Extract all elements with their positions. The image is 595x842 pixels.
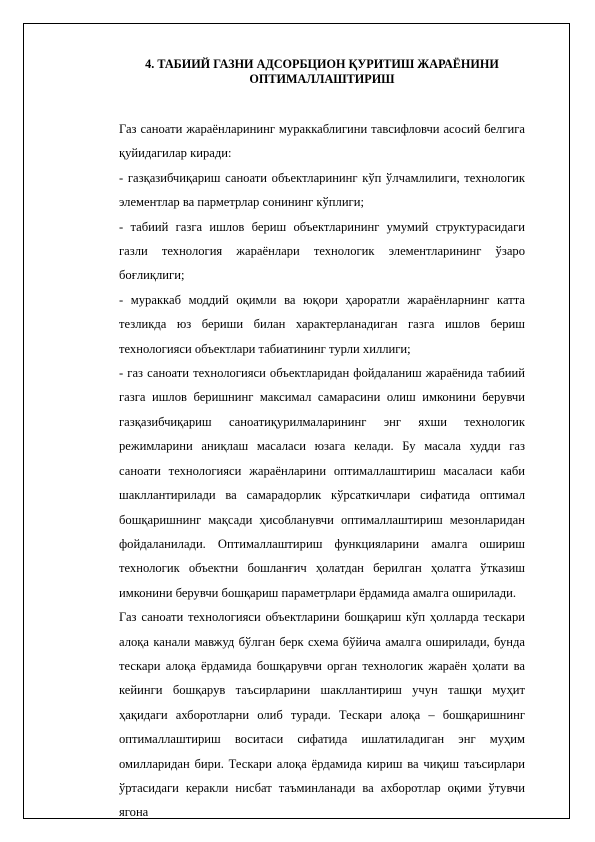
paragraph-item-2: - табиий газга ишлов бериш объектларининг умумий структурасидаги газли технология жараёнлари технологик элементларининг ўзаро боғлиқлиги; (119, 219, 525, 283)
paragraph-intro: Газ саноати жараёнларининг мураккаблигини тавсифловчи асосий белгига қуйидагилар киради: (119, 122, 525, 161)
paragraph-item-3: - мураккаб моддий оқимли ва юқори ҳароратли жараёнларнинг катта тезликда юз бериши билан характерланадиган газга ишлов бериш технологияси объектлари табиатининг турли хиллиги; (119, 292, 525, 356)
paragraph-feedback: Газ саноати технологияси объектларини бошқариш кўп ҳолларда тескари алоқа канали мавжуд бўлган берк схема бўйича амалга оширилади, бунда тескари алоқа ёрдамида бошқарувчи орган технологик жараён ҳолати ва кейинги бошқарув таъсирларини шакллантириш учун ташқи муҳит ҳақидаги ахборотларни олиб туради. Тескари алоқа – бошқаришнинг оптималлаштириш воситаси сифатида ишлатиладиган энг муҳим омилларидан бири. Тескари алоқа ёрдамида кириш ва чиқиш таъсирлари ўртасидаги керакли нисбат таъминланади ва ахборотлар оқими ўтувчи ягона (119, 610, 525, 820)
paragraph-item-4: - газ саноати технологияси объектларидан фойдаланиш жараёнида табиий газга ишлов беришнинг максимал самарасини олиш имконини берувчи газқазибчиқариш саноатиқурилмаларининг энг яхши технологик режимларини аниқлаш масаласи юзага келади. Бу масала худди газ саноати технологияси жараёнларини оптималлаштириш масаласи каби шакллантирилади ва самарадорлик кўрсаткичлари сифатида оптимал бошқаришнинг мақсади ҳисобланувчи оптималлаштириш мезонларидан фойдаланилади. Оптималлаштириш функцияларини амалга ошириш технологик объектни бошланғич ҳолатдан берилган ҳолатга ўтказиш имконини берувчи бошқариш параметрлари ёрдамида амалга оширилади. (119, 366, 525, 600)
section-heading-line-1: 4. ТАБИИЙ ГАЗНИ АДСОРБЦИОН ҚУРИТИШ ЖАРАЁНИНИ (145, 57, 499, 71)
section-heading (119, 57, 525, 87)
section-heading-line-2: ОПТИМАЛЛАШТИРИШ (249, 72, 395, 86)
paragraph-item-1: - газқазибчиқариш саноати объектларининг кўп ўлчамлилиги, технологик элементлар ва парметрлар сонининг кўплиги; (119, 170, 525, 210)
document-body (119, 57, 525, 825)
heading-spacer (119, 87, 525, 117)
